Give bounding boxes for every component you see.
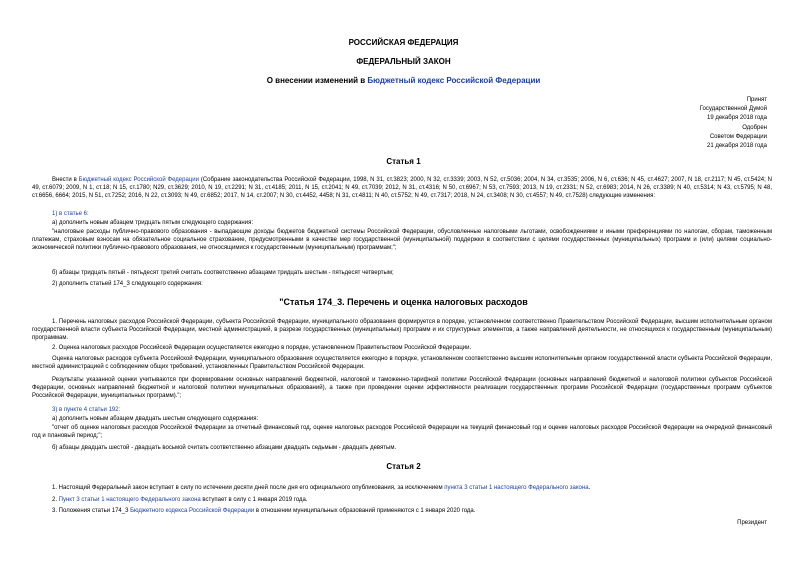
article-174-3-p1: 1. Перечень налоговых расходов Российской Федерации, субъекта Российской Федерации, муниципального образования формируется в порядке, установленном соответственно Правительством Российской Федерации, высшим исполнительным органом государственной власти субъекта Российской Федерации, местной администрацией, в разрезе государственных (муниципальных) программ и их структурных элементов, а также направлений деятельности, не относящихся к государственным (муниципальным) программам. <box>32 319 772 342</box>
item-3a: а) дополнить новым абзацем двадцать шестым следующего содержания: <box>52 416 259 422</box>
item-1-link[interactable]: 1) в статье 6: <box>52 211 89 217</box>
article-2-p3-link[interactable]: Бюджетного кодекса Российской Федерации <box>130 508 255 514</box>
adoption-accepted: Принят <box>746 97 767 103</box>
law-title-link[interactable]: Бюджетный кодекс Российской Федерации <box>367 76 541 85</box>
article-174-3-p3: Оценка налоговых расходов субъекта Российской Федерации, муниципального образования осуществляется ежегодно в порядке, установленном соответственно высшим исполнительным органом государственной власти субъекта Российской Федерации, местной администрацией с соблюдением общих требований, установленных Правительством Российской Федерации. <box>32 356 772 371</box>
adoption-council: Советом Федерации <box>709 134 767 140</box>
article-2-p1-link[interactable]: пункта 3 статьи 1 настоящего Федерального закона <box>444 485 589 491</box>
article-2-p3-suffix: в отношении муниципальных образований применяются с 1 января 2020 года. <box>254 508 476 514</box>
article-1-intro-prefix: Внести в <box>52 177 79 183</box>
law-title-prefix: О внесении изменений в <box>266 76 368 85</box>
article-2-p3 <box>52 507 475 515</box>
article-2-p3-prefix: 3. Положения статьи 174_3 <box>52 508 131 514</box>
adoption-duma: Государственной Думой <box>699 106 767 112</box>
article-1-heading: Статья 1 <box>386 157 421 166</box>
item-2: 2) дополнить статьей 174_3 следующего содержания: <box>52 281 203 287</box>
article-2-p2-link[interactable]: Пункт 3 статьи 1 настоящего Федерального закона <box>58 497 201 503</box>
adoption-duma-date: 19 декабря 2018 года <box>706 115 767 121</box>
article-2-p2-prefix: 2. <box>52 497 59 503</box>
signature-label: Президент <box>737 520 767 526</box>
item-1b: б) абзацы тридцать пятый - пятьдесят третий считать соответственно абзацами тридцать шестым - пятьдесят четвертым; <box>52 270 394 276</box>
item-3-link[interactable]: 3) в пункте 4 статьи 192: <box>52 407 121 413</box>
article-1-intro <box>32 176 772 201</box>
article-1-intro-rest: (Собрание законодательства Российской Федерации, 1998, N 31, ст.3823; 2000, N 32, ст.3339; 2003, N 52, ст.5036; 2004, N 34, ст.3535; 2006, N 6, ст.636; N 45, ст.4627; 2007, N 18, ст.2117; N 45, ст.5424; N 49, ст.6079; 2009, N 1, ст.18; N 15, ст.1780; N29, ст.3629; 2010, N 19, ст.2291; N 31, ст.4185; 2011, N 15, ст.2041; N 49, ст.7039; 2012, N 31, ст.4316; N 50, ст.6967; N 53, ст.7593; 2013, N 19, ст.2331; N 52, ст.6983; 2014, N 26, ст.3389; N 40, ст.5314; N 43, ст.5795; N 48, ст.6656, 6664; 2015, N 51, ст.7252; 2016, N 22, ст.3093; N 49, ст.6852; 2017, N 14, ст.2007; N 30, ст.4452, 4458; N 31, ст.4811; N 40, ст.5752; N 49, ст.7317; 2018, N 24, ст.3408; N 30, ст.4557; N 49, ст.7528) следующие изменения: <box>32 177 772 200</box>
country-heading: РОССИЙСКАЯ ФЕДЕРАЦИЯ <box>348 38 459 47</box>
item-1a: а) дополнить новым абзацем тридцать пятым следующего содержания: <box>52 220 253 226</box>
article-2-p1-prefix: 1. Настоящий Федеральный закон вступает в силу по истечении десяти дней после дня его официального опубликования, за исключением <box>52 485 445 491</box>
adoption-approved: Одобрен <box>742 125 767 131</box>
article-174-3-p4: Результаты указанной оценки учитываются при формировании основных направлений бюджетной, налоговой и таможенно-тарифной политики Российской Федерации (основных направлений бюджетной и налоговой политики субъектов Российской Федерации, основных направлений бюджетной и налоговой политики муниципальных образований), а также при проведении оценки эффективности реализации государственных программ Российской Федерации (государственных программ субъектов Российской Федерации, муниципальных программ)."; <box>32 377 772 400</box>
article-174-3-p2: 2. Оценка налоговых расходов Российской Федерации осуществляется ежегодно в порядке, установленном Правительством Российской Федерации. <box>52 345 472 351</box>
law-type-heading: ФЕДЕРАЛЬНЫЙ ЗАКОН <box>356 57 451 66</box>
article-2-p1 <box>52 484 590 492</box>
article-1-intro-link[interactable]: Бюджетный кодекс Российской Федерации <box>78 177 199 183</box>
article-2-p2 <box>52 496 308 504</box>
article-2-p1-suffix: . <box>588 485 591 491</box>
article-174-3-heading: "Статья 174_3. Перечень и оценка налоговых расходов <box>279 297 528 307</box>
item-3-quote: "отчет об оценке налоговых расходов Российской Федерации за отчетный финансовый год, оценке налоговых расходов Российской Федерации на текущий финансовый год и оценке налоговых расходов Российской Федерации на очередной финансовый год и плановый период;"; <box>32 425 772 440</box>
article-2-p2-suffix: вступает в силу с 1 января 2019 года. <box>200 497 308 503</box>
law-title <box>0 76 807 86</box>
adoption-council-date: 21 декабря 2018 года <box>706 143 767 149</box>
item-1-quote: "налоговые расходы публично-правового образования - выпадающие доходы бюджетов бюджетной системы Российской Федерации, обусловленные налоговыми льготами, освобождениями и иными преференциями по налогам, сборам, таможенным платежам, страховым взносам на обязательное социальное страхование, предусмотренными в качестве мер государственной (муниципальной) поддержки в соответствии с целями государственных (муниципальных) программ и (или) целями социально-экономической политики публично-правового образования, не относящимися к государственным (муниципальным) программам;"; <box>32 229 772 252</box>
article-2-heading: Статья 2 <box>386 462 421 471</box>
item-3b: б) абзацы двадцать шестой - двадцать восьмой считать соответственно абзацами двадцать седьмым - двадцать девятым. <box>52 445 397 451</box>
